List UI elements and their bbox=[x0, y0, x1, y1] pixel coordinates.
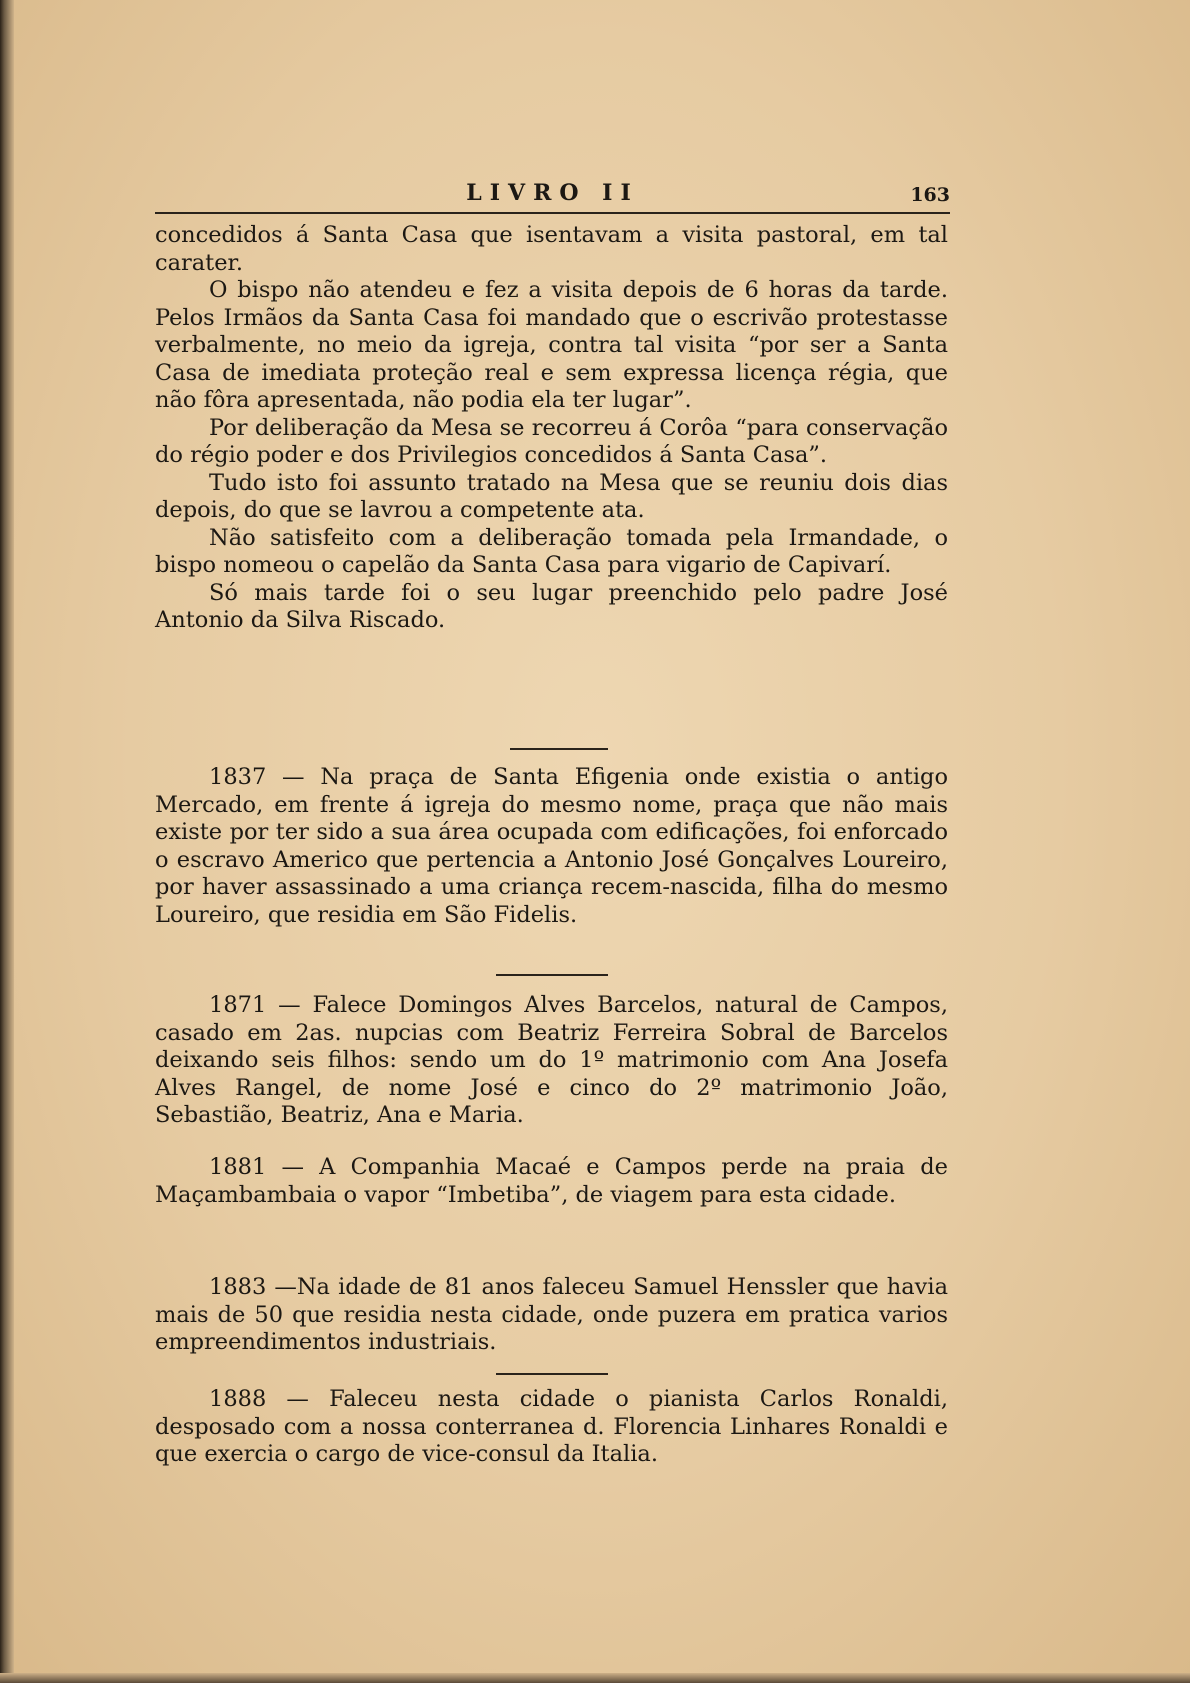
paragraph: O bispo não atendeu e fez a visita depois de 6 horas da tarde. Pelos Irmãos da Santa Casa foi mandado que o escrivão protestasse verbalmente, no meio da igreja, contra tal visita “por ser a Santa Casa de imediata proteção real e sem expressa licença régia, que não fôra apresentada, não podia ela ter lugar”. bbox=[155, 277, 948, 413]
entry-1837 bbox=[155, 764, 948, 929]
paragraph-group bbox=[155, 222, 948, 635]
chronicle-entry: 1883 —Na idade de 81 anos faleceu Samuel Henssler que havia mais de 50 que residia nesta cidade, onde puzera em pratica varios empreendimentos industriais. bbox=[155, 1274, 948, 1355]
section-separator bbox=[496, 974, 608, 976]
entry-1881 bbox=[155, 1154, 948, 1209]
entry-1888 bbox=[155, 1386, 948, 1469]
page-left-edge-shadow bbox=[0, 0, 14, 1683]
entry-1883 bbox=[155, 1274, 948, 1357]
paragraph: Por deliberação da Mesa se recorreu á Corôa “para conservação do régio poder e dos Privilegios concedidos á Santa Casa”. bbox=[155, 414, 948, 468]
section-separator bbox=[510, 748, 608, 750]
paragraph: Tudo isto foi assunto tratado na Mesa que se reuniu dois dias depois, do que se lavrou a competente ata. bbox=[155, 469, 948, 523]
chronicle-entry: 1881 — A Companhia Macaé e Campos perde na praia de Maçambambaia o vapor “Imbetiba”, de viagem para esta cidade. bbox=[155, 1154, 948, 1208]
chronicle-entry: 1871 — Falece Domingos Alves Barcelos, natural de Campos, casado em 2as. nupcias com Beatriz Ferreira Sobral de Barcelos deixando seis filhos: sendo um do 1º matrimonio com Ana Josefa Alves Rangel, de nome José e cinco do 2º matrimonio João, Sebastião, Beatriz, Ana e Maria. bbox=[155, 992, 948, 1128]
section-separator bbox=[496, 1373, 608, 1375]
paragraph: Só mais tarde foi o seu lugar preenchido pelo padre José Antonio da Silva Riscado. bbox=[155, 579, 948, 633]
chronicle-entry: 1888 — Faleceu nesta cidade o pianista Carlos Ronaldi, desposado com a nossa conterranea d. Florencia Linhares Ronaldi e que exercia o cargo de vice-consul da Italia. bbox=[155, 1386, 948, 1467]
paragraph: Não satisfeito com a deliberação tomada pela Irmandade, o bispo nomeou o capelão da Santa Casa para vigario de Capivarí. bbox=[155, 524, 948, 578]
entry-1871 bbox=[155, 992, 948, 1130]
chronicle-entry: 1837 — Na praça de Santa Efigenia onde existia o antigo Mercado, em frente á igreja do mesmo nome, praça que não mais existe por ter sido a sua área ocupada com edificações, foi enforcado o escravo Americo que pertencia a Antonio José Gonçalves Loureiro, por haver assassinado a uma criança recem-nascida, filha do mesmo Loureiro, que residia em São Fidelis. bbox=[155, 764, 948, 928]
paragraph: concedidos á Santa Casa que isentavam a visita pastoral, em tal carater. bbox=[155, 222, 948, 276]
header-rule bbox=[155, 212, 950, 214]
page-number: 163 bbox=[910, 184, 950, 206]
page-bottom-edge-shadow bbox=[0, 1673, 1190, 1683]
running-header bbox=[155, 180, 950, 208]
book-section-title: LIVRO II bbox=[466, 180, 639, 206]
